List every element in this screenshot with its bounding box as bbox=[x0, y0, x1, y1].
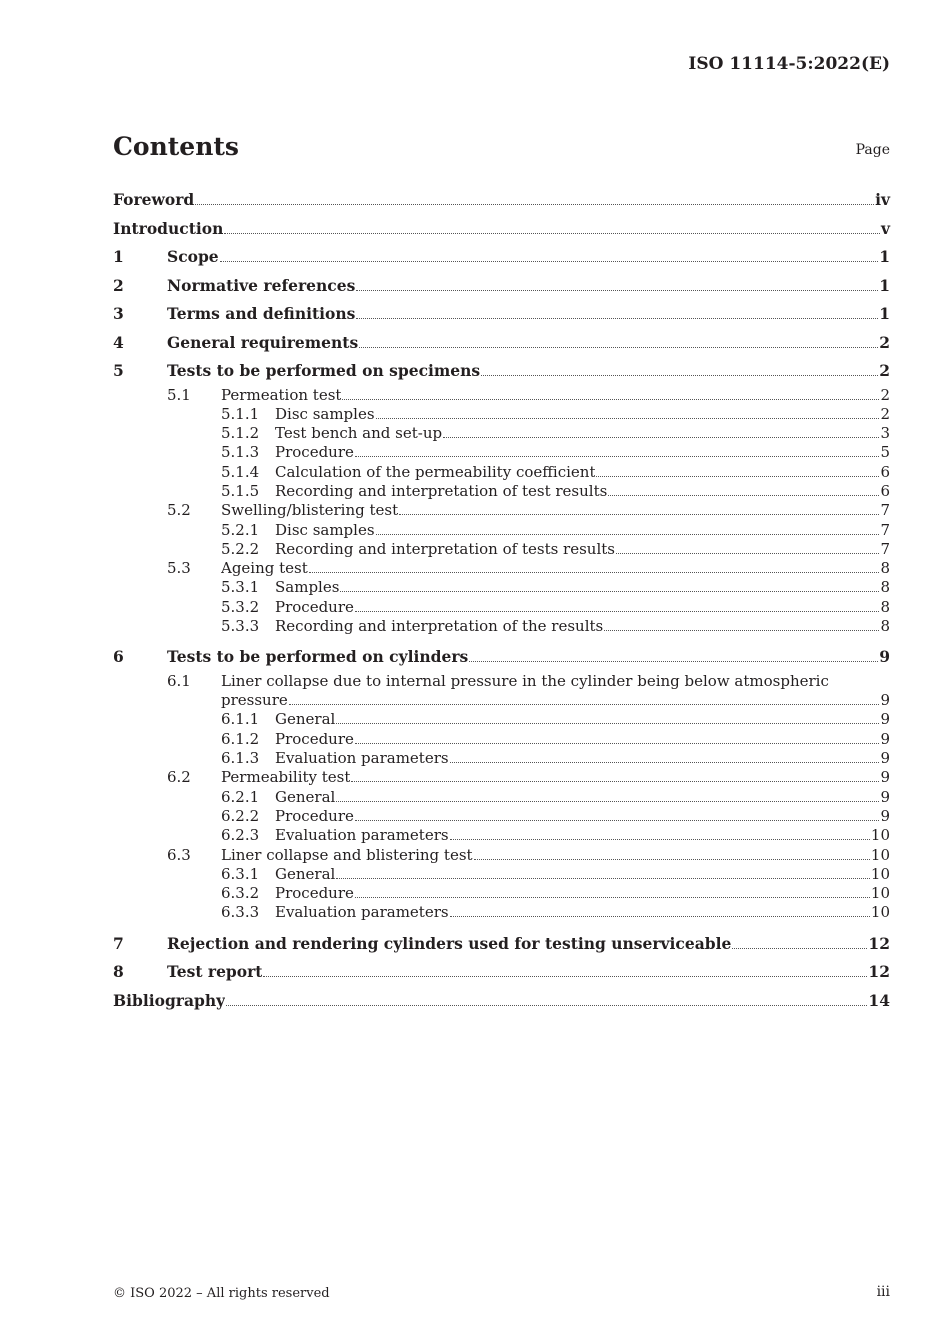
toc-dot-leader bbox=[351, 780, 879, 782]
toc-entry-page: 12 bbox=[868, 962, 890, 982]
toc-dot-leader bbox=[732, 947, 867, 949]
toc-dot-leader bbox=[355, 896, 870, 898]
toc-dot-leader bbox=[616, 552, 879, 554]
toc-entry-number: 6.2.1 bbox=[221, 787, 260, 806]
toc-dot-leader bbox=[355, 742, 880, 744]
toc-entry-page: 2 bbox=[879, 332, 890, 352]
toc-entry-page: 7 bbox=[880, 520, 890, 539]
toc-entry-title: General requirements bbox=[167, 332, 359, 352]
toc-entry[interactable] bbox=[113, 463, 890, 482]
document-id: ISO 11114-5:2022(E) bbox=[688, 54, 890, 74]
toc-entry-number: 6.3 bbox=[167, 845, 191, 864]
toc-entry-number: 5.3 bbox=[167, 559, 191, 578]
toc-entry[interactable] bbox=[113, 865, 890, 884]
toc-dot-leader bbox=[450, 761, 880, 763]
toc-entry[interactable] bbox=[113, 443, 890, 462]
toc-entry-number: 6.1 bbox=[167, 671, 191, 690]
toc-entry-page: 2 bbox=[880, 385, 890, 404]
toc-dot-leader bbox=[195, 203, 874, 205]
toc-entry-number: 6.1.3 bbox=[221, 749, 260, 768]
toc-dot-leader bbox=[289, 703, 880, 705]
toc-entry-title: Recording and interpretation of the results bbox=[275, 617, 604, 636]
toc-entry-title: Recording and interpretation of test results bbox=[275, 481, 608, 500]
toc-entry-number: 5.2.1 bbox=[221, 520, 260, 539]
toc-dot-leader bbox=[355, 455, 880, 457]
toc-entry-number: 8 bbox=[113, 962, 124, 982]
toc-entry-title: Samples bbox=[275, 578, 340, 597]
toc-entry-title: Liner collapse and blistering test bbox=[221, 845, 473, 864]
toc-dot-leader bbox=[336, 800, 879, 802]
toc-dot-leader bbox=[469, 660, 878, 662]
toc-entry-title: Tests to be performed on cylinders bbox=[167, 647, 469, 667]
toc-entry-page: 7 bbox=[880, 539, 890, 558]
copyright-notice: © ISO 2022 – All rights reserved bbox=[113, 1286, 330, 1301]
toc-entry-title: General bbox=[275, 787, 336, 806]
toc-entry[interactable] bbox=[113, 807, 890, 826]
toc-entry-number: 3 bbox=[113, 304, 124, 323]
toc-dot-leader bbox=[355, 610, 880, 612]
toc-dot-leader bbox=[474, 858, 870, 860]
toc-dot-leader bbox=[356, 317, 878, 319]
toc-entry-page: 5 bbox=[880, 443, 890, 462]
toc-entry-title: Disc samples bbox=[275, 404, 375, 423]
toc-entry-number: 5.1 bbox=[167, 385, 191, 404]
toc-dot-leader bbox=[596, 475, 879, 477]
toc-entry-continuation[interactable] bbox=[113, 691, 890, 710]
toc-entry-number: 6.2.2 bbox=[221, 806, 260, 825]
toc-entry[interactable] bbox=[113, 643, 890, 672]
toc-entry[interactable] bbox=[113, 215, 890, 244]
toc-entry[interactable] bbox=[113, 987, 890, 1016]
toc-entry-title: Evaluation parameters bbox=[275, 826, 449, 845]
toc-entry-number: 5.3.2 bbox=[221, 597, 260, 616]
toc-entry[interactable] bbox=[113, 884, 890, 903]
toc-entry[interactable] bbox=[113, 788, 890, 807]
toc-entry-number: 6 bbox=[113, 647, 124, 667]
toc-entry[interactable] bbox=[113, 521, 890, 540]
toc-dot-leader bbox=[450, 915, 870, 917]
toc-dot-leader bbox=[336, 877, 870, 879]
toc-entry[interactable] bbox=[113, 598, 890, 617]
toc-entry-title: Permeation test bbox=[221, 385, 342, 404]
toc-dot-leader bbox=[376, 533, 880, 535]
toc-entry[interactable] bbox=[113, 958, 890, 987]
toc-entry-page: 14 bbox=[868, 990, 890, 1010]
toc-entry-page: 9 bbox=[880, 710, 890, 729]
toc-entry[interactable] bbox=[113, 272, 890, 301]
toc-entry[interactable] bbox=[113, 559, 890, 578]
toc-entry-title: Procedure bbox=[275, 884, 354, 903]
toc-entry-title: Permeability test bbox=[221, 768, 351, 787]
toc-entry[interactable] bbox=[113, 749, 890, 768]
toc-dot-leader bbox=[399, 513, 879, 515]
toc-dot-leader bbox=[355, 819, 880, 821]
toc-entry-page: 6 bbox=[880, 462, 890, 481]
toc-dot-leader bbox=[359, 346, 878, 348]
toc-entry-number: 5.1.5 bbox=[221, 481, 260, 500]
toc-entry-title: Liner collapse due to internal pressure in the cylinder being below atmospheric bbox=[221, 671, 829, 690]
toc-entry[interactable] bbox=[113, 826, 890, 845]
toc-dot-leader bbox=[224, 232, 880, 234]
page-column-label: Page bbox=[855, 142, 890, 158]
toc-dot-leader bbox=[309, 571, 880, 573]
toc-entry-title: Bibliography bbox=[113, 990, 226, 1010]
toc-entry-title: Evaluation parameters bbox=[275, 903, 449, 922]
toc-entry[interactable] bbox=[113, 243, 890, 272]
toc-entry-page: 8 bbox=[880, 559, 890, 578]
toc-entry-number: 5.3.1 bbox=[221, 578, 260, 597]
toc-entry[interactable] bbox=[113, 300, 890, 329]
toc-entry-page: 10 bbox=[870, 903, 890, 922]
toc-entry[interactable] bbox=[113, 578, 890, 597]
toc-entry[interactable] bbox=[113, 617, 890, 636]
toc-entry-title: Introduction bbox=[113, 218, 224, 238]
toc-entry[interactable] bbox=[113, 672, 890, 691]
toc-entry-title: Swelling/blistering test bbox=[221, 501, 399, 520]
toc-entry-number: 7 bbox=[113, 933, 124, 953]
toc-entry-title: Procedure bbox=[275, 806, 354, 825]
contents-heading: Contents bbox=[113, 132, 240, 161]
toc-entry-page: 10 bbox=[870, 884, 890, 903]
toc-entry-page: 9 bbox=[879, 647, 890, 667]
toc-entry[interactable] bbox=[113, 710, 890, 729]
toc-entry-number: 6.3.2 bbox=[221, 884, 260, 903]
toc-dot-leader bbox=[226, 1004, 867, 1006]
toc-entry-number: 5.1.2 bbox=[221, 424, 260, 443]
toc-entry[interactable] bbox=[113, 357, 890, 386]
toc-dot-leader bbox=[481, 374, 878, 376]
toc-entry-number: 4 bbox=[113, 332, 124, 352]
toc-entry[interactable] bbox=[113, 930, 890, 959]
toc-entry-title: Evaluation parameters bbox=[275, 749, 449, 768]
toc-dot-leader bbox=[604, 629, 879, 631]
toc-entry-page: 2 bbox=[879, 361, 890, 380]
toc-entry-page: 8 bbox=[880, 578, 890, 597]
toc-entry-title: Rejection and rendering cylinders used for testing unserviceable bbox=[167, 933, 732, 953]
page-number: iii bbox=[876, 1284, 890, 1300]
toc-dot-leader bbox=[450, 838, 870, 840]
toc-entry-page: 12 bbox=[868, 933, 890, 953]
toc-entry-page: 9 bbox=[880, 806, 890, 825]
toc-entry-number: 5.2 bbox=[167, 501, 191, 520]
toc-entry[interactable] bbox=[113, 186, 890, 215]
toc-entry[interactable] bbox=[113, 501, 890, 520]
toc-entry-page: 10 bbox=[870, 864, 890, 883]
toc-entry-number: 6.2 bbox=[167, 768, 191, 787]
toc-entry-title: General bbox=[275, 710, 336, 729]
toc-entry[interactable] bbox=[113, 482, 890, 501]
toc-entry[interactable] bbox=[113, 386, 890, 405]
toc-entry-title: Calculation of the permeability coefficient bbox=[275, 462, 596, 481]
toc-entry-title: Ageing test bbox=[221, 559, 308, 578]
toc-entry-number: 5.1.1 bbox=[221, 404, 260, 423]
toc-entry[interactable] bbox=[113, 540, 890, 559]
toc-dot-leader bbox=[356, 289, 878, 291]
toc-entry-title: Procedure bbox=[275, 597, 354, 616]
toc-entry-title: Procedure bbox=[275, 729, 354, 748]
toc-entry[interactable] bbox=[113, 846, 890, 865]
toc-entry-page: 1 bbox=[879, 304, 890, 323]
toc-entry-number: 6.3.1 bbox=[221, 864, 260, 883]
toc-dot-leader bbox=[263, 975, 867, 977]
toc-entry-number: 6.2.3 bbox=[221, 826, 260, 845]
toc-entry[interactable] bbox=[113, 424, 890, 443]
toc-entry-page: 7 bbox=[880, 501, 890, 520]
toc-entry[interactable] bbox=[113, 903, 890, 922]
toc-entry-page: 2 bbox=[880, 404, 890, 423]
toc-dot-leader bbox=[342, 398, 879, 400]
toc-entry[interactable] bbox=[113, 730, 890, 749]
toc-entry-title: Recording and interpretation of tests results bbox=[275, 539, 615, 558]
toc-entry-page: 9 bbox=[880, 691, 890, 710]
toc-entry-page: 1 bbox=[879, 275, 890, 295]
toc-entry-title: Tests to be performed on specimens bbox=[167, 361, 481, 380]
toc-entry-title: Scope bbox=[167, 247, 219, 266]
toc-entry[interactable] bbox=[113, 768, 890, 787]
toc-entry-title: Foreword bbox=[113, 190, 195, 209]
toc-entry-page: v bbox=[880, 218, 890, 238]
toc-entry-page: 8 bbox=[880, 597, 890, 616]
toc-entry[interactable] bbox=[113, 329, 890, 358]
toc-entry-number: 6.3.3 bbox=[221, 903, 260, 922]
toc-dot-leader bbox=[340, 590, 879, 592]
toc-entry-page: 9 bbox=[880, 787, 890, 806]
toc-entry-page: 3 bbox=[880, 424, 890, 443]
toc-entry-title: Test report bbox=[167, 962, 263, 982]
toc-entry-title: Procedure bbox=[275, 443, 354, 462]
toc-entry-title: Disc samples bbox=[275, 520, 375, 539]
toc-entry-page: 8 bbox=[880, 617, 890, 636]
toc-entry-number: 1 bbox=[113, 247, 124, 266]
toc-entry-page: 10 bbox=[870, 826, 890, 845]
toc-entry-number: 5.1.4 bbox=[221, 462, 260, 481]
toc-entry-page: 9 bbox=[880, 768, 890, 787]
toc-entry-title: General bbox=[275, 864, 336, 883]
toc-dot-leader bbox=[376, 417, 880, 419]
toc-dot-leader bbox=[443, 436, 879, 438]
toc-dot-leader bbox=[220, 260, 879, 262]
toc-entry-page: 10 bbox=[870, 845, 890, 864]
toc-entry-number: 5.2.2 bbox=[221, 539, 260, 558]
toc-entry-number: 5.1.3 bbox=[221, 443, 260, 462]
toc-entry-title: Normative references bbox=[167, 275, 356, 295]
toc-entry-number: 5 bbox=[113, 361, 124, 380]
toc-dot-leader bbox=[608, 494, 879, 496]
table-of-contents bbox=[113, 186, 890, 1015]
toc-entry-page: 6 bbox=[880, 481, 890, 500]
toc-entry-title: Terms and definitions bbox=[167, 304, 356, 323]
toc-dot-leader bbox=[336, 722, 879, 724]
toc-entry-page: 1 bbox=[879, 247, 890, 266]
toc-entry-page: 9 bbox=[880, 729, 890, 748]
toc-entry-number: 5.3.3 bbox=[221, 617, 260, 636]
toc-entry-page: iv bbox=[875, 190, 890, 209]
toc-entry-page: 9 bbox=[880, 749, 890, 768]
toc-entry-title-continuation: pressure bbox=[221, 691, 288, 710]
toc-entry-number: 2 bbox=[113, 275, 124, 295]
toc-entry-number: 6.1.1 bbox=[221, 710, 260, 729]
toc-entry-number: 6.1.2 bbox=[221, 729, 260, 748]
toc-entry[interactable] bbox=[113, 405, 890, 424]
toc-entry-title: Test bench and set-up bbox=[275, 424, 443, 443]
